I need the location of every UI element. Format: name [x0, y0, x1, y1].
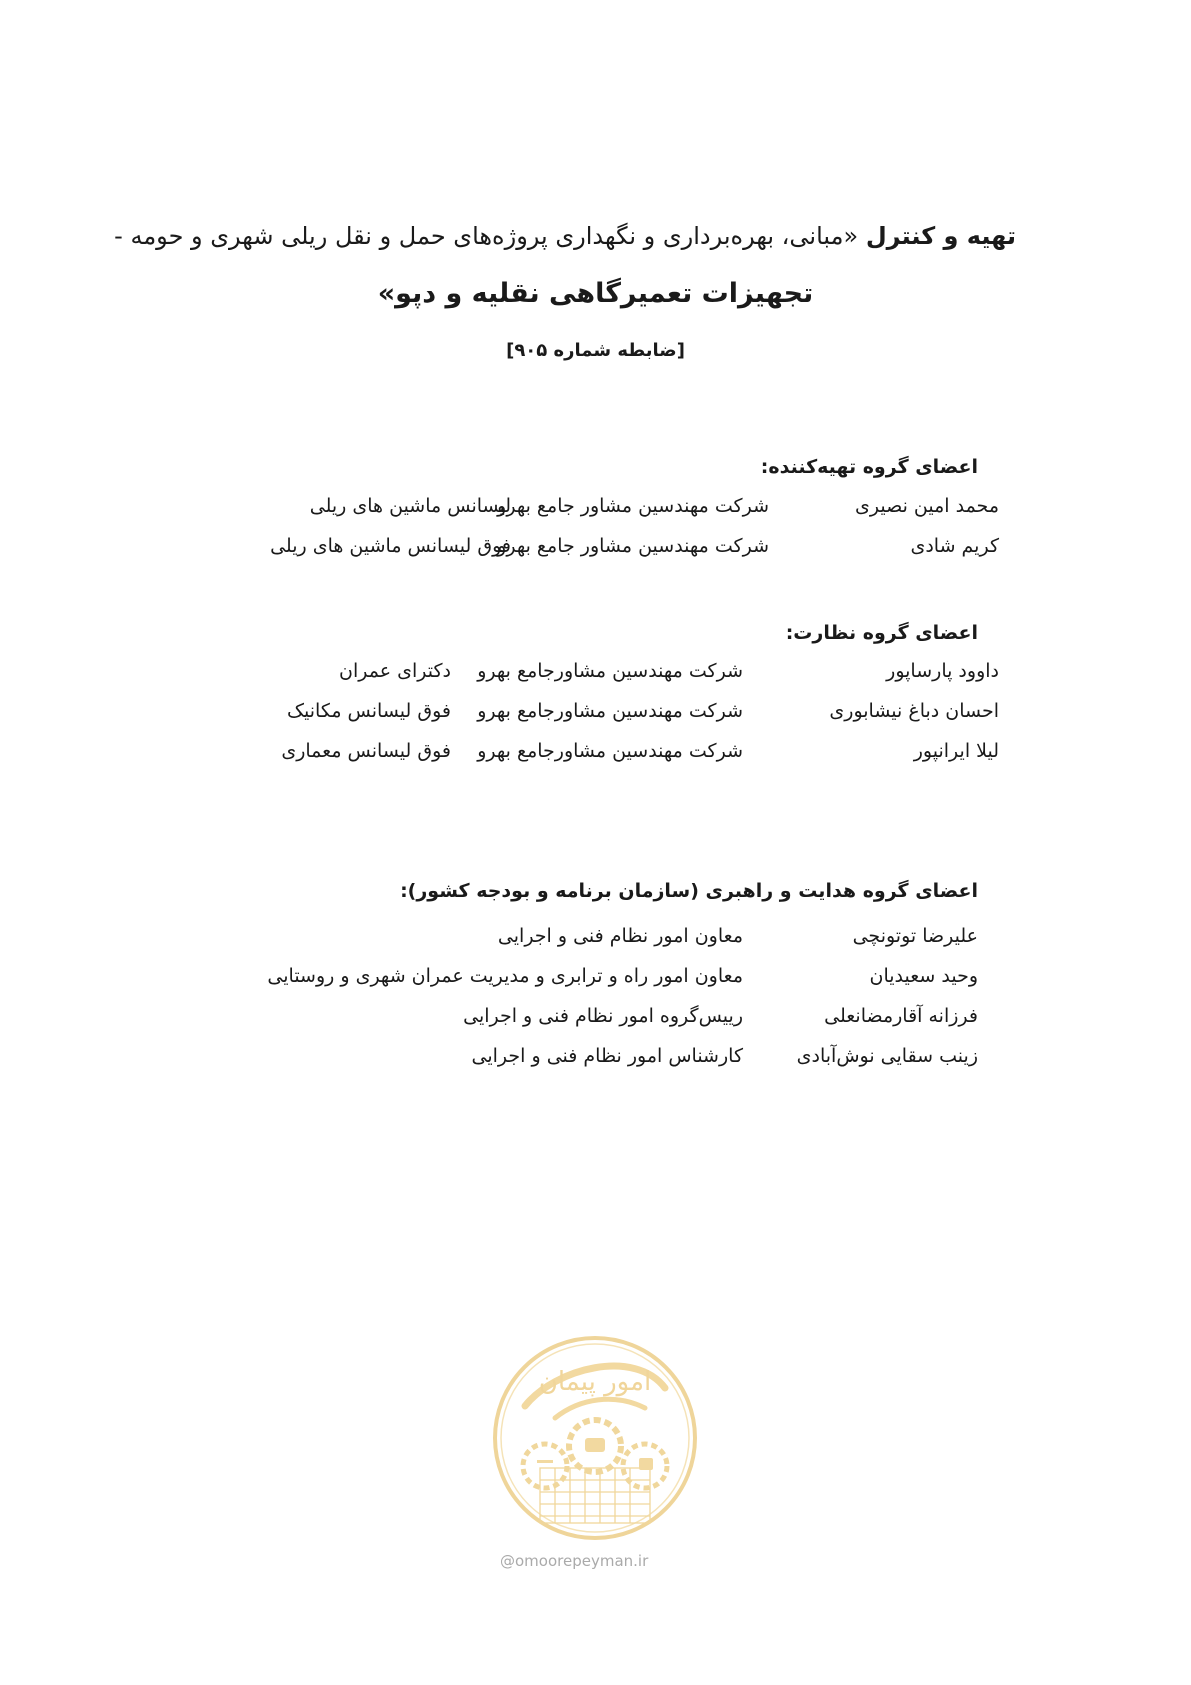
- prep-member-degree: لیسانس ماشین های ریلی: [309, 495, 511, 517]
- logo-text: امور پیمان: [538, 1367, 652, 1397]
- prep-member-org: شرکت مهندسین مشاور جامع بهرو: [497, 495, 769, 517]
- guidance-member-name: فرزانه آقارمضانعلی: [824, 1005, 978, 1027]
- supervision-member-degree: فوق لیسانس مکانیک: [287, 700, 451, 722]
- prep-member-degree: فوق لیسانس ماشین های ریلی: [270, 535, 511, 557]
- supervision-group-title: اعضای گروه نظارت:: [785, 622, 978, 644]
- prep-member-name: کریم شادی: [910, 535, 999, 557]
- document-title-line2: تجهیزات تعمیرگاهی نقلیه و دپو»: [377, 278, 814, 309]
- guidance-member-role: معاون امور راه و ترابری و مدیریت عمران شهری و روستایی: [267, 965, 743, 987]
- supervision-member-org: شرکت مهندسین مشاورجامع بهرو: [477, 740, 743, 762]
- supervision-member-degree: دکترای عمران: [339, 660, 451, 682]
- title-bold-part: تهیه و کنترل: [865, 222, 1016, 250]
- prep-member-name: محمد امین نصیری: [855, 495, 999, 517]
- supervision-member-name: داوود پارساپور: [886, 660, 999, 682]
- standard-code: [ضابطه شماره ۹۰۵]: [506, 340, 685, 361]
- guidance-group-title: اعضای گروه هدایت و راهبری (سازمان برنامه و بودجه کشور):: [400, 880, 978, 902]
- guidance-member-name: وحید سعیدیان: [869, 965, 978, 987]
- title-rest-part: «مبانی، بهره‌برداری و نگهداری پروژه‌های حمل و نقل ریلی شهری و حومه -: [114, 222, 859, 250]
- guidance-member-name: زینب سقایی نوش‌آبادی: [796, 1045, 978, 1067]
- watermark-logo: [485, 1328, 705, 1548]
- supervision-member-name: لیلا ایرانپور: [913, 740, 999, 762]
- guidance-member-role: کارشناس امور نظام فنی و اجرایی: [471, 1045, 743, 1067]
- supervision-member-name: احسان دباغ نیشابوری: [829, 700, 999, 722]
- prep-group-title: اعضای گروه تهیه‌کننده:: [760, 456, 978, 478]
- supervision-member-org: شرکت مهندسین مشاورجامع بهرو: [477, 660, 743, 682]
- prep-member-org: شرکت مهندسین مشاور جامع بهرو: [497, 535, 769, 557]
- supervision-member-degree: فوق لیسانس معماری: [281, 740, 451, 762]
- document-title-line1: [114, 222, 1016, 250]
- guidance-member-role: معاون امور نظام فنی و اجرایی: [497, 925, 743, 947]
- guidance-member-name: علیرضا توتونچی: [852, 925, 978, 947]
- watermark-site: @omoorepeyman.ir: [500, 1552, 649, 1570]
- supervision-member-org: شرکت مهندسین مشاورجامع بهرو: [477, 700, 743, 722]
- guidance-member-role: رییس‌گروه امور نظام فنی و اجرایی: [463, 1005, 743, 1027]
